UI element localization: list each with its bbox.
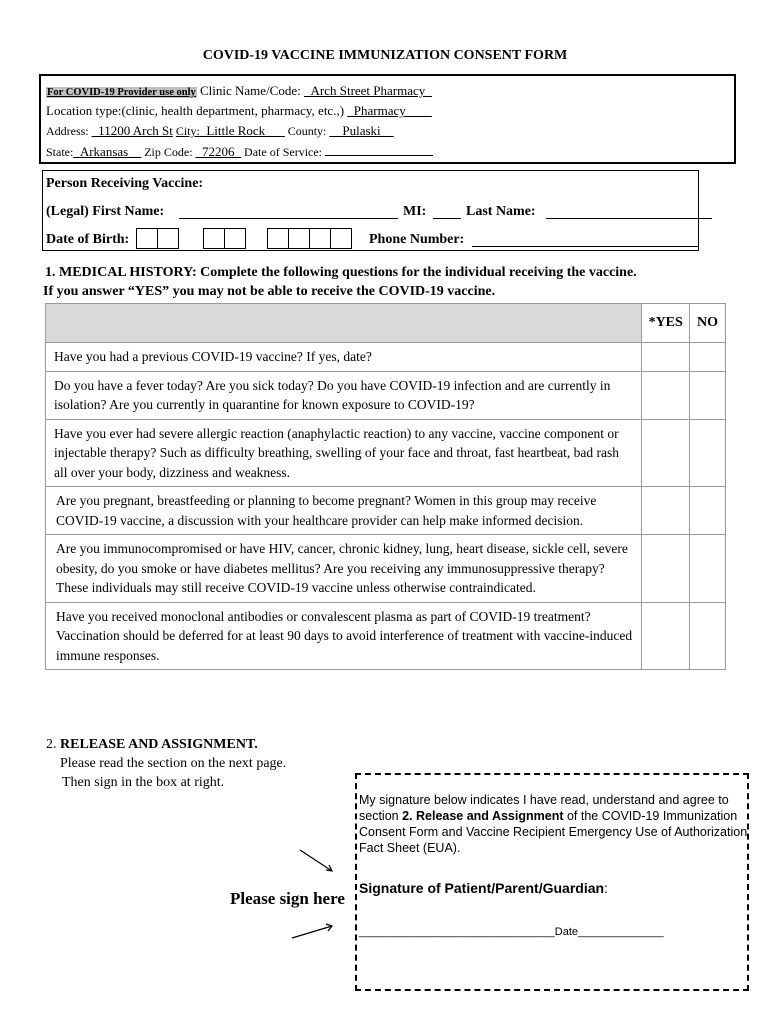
- medical-history-table: [45, 303, 726, 670]
- signature-box: [355, 773, 749, 991]
- no-checkbox[interactable]: [689, 603, 725, 670]
- yes-header: *YES: [641, 304, 689, 342]
- signature-label-text: Signature of Patient/Parent/Guardian: [359, 880, 605, 896]
- address-label: Address:: [46, 124, 89, 138]
- dob-year-digit-2[interactable]: [288, 228, 310, 249]
- dob-year-digit-4[interactable]: [330, 228, 352, 249]
- table-header-row: [46, 304, 725, 342]
- city-label: City:: [175, 124, 200, 138]
- question-text: Have you had a previous COVID-19 vaccine? If yes, date?: [54, 349, 372, 364]
- signature-statement: [359, 792, 749, 856]
- dob-year-digit-3[interactable]: [309, 228, 331, 249]
- mi-label: MI:: [403, 204, 427, 219]
- clinic-value[interactable]: _Arch Street Pharmacy_: [303, 83, 432, 98]
- table-row: [46, 342, 725, 371]
- no-checkbox[interactable]: [689, 535, 725, 602]
- table-row: [46, 486, 725, 534]
- release-heading-text: RELEASE AND ASSIGNMENT.: [60, 737, 258, 752]
- dob-day-digit-1[interactable]: [203, 228, 225, 249]
- date-of-service-field[interactable]: [325, 143, 433, 156]
- yes-checkbox[interactable]: [641, 487, 689, 534]
- mi-field[interactable]: [433, 218, 461, 219]
- statement-text-pre: My signature below indicates I have read, understand and agree to section: [359, 793, 729, 823]
- phone-field[interactable]: [472, 246, 698, 247]
- person-heading: Person Receiving Vaccine:: [46, 176, 204, 191]
- yes-checkbox[interactable]: [641, 343, 689, 371]
- first-name-field[interactable]: [179, 218, 398, 219]
- release-heading-number: 2.: [46, 737, 57, 752]
- no-checkbox[interactable]: [689, 420, 725, 487]
- first-name-label: (Legal) First Name:: [46, 204, 165, 219]
- address-line: [46, 123, 394, 139]
- question-text: Are you immunocompromised or have HIV, cancer, chronic kidney, lung, heart disease, sickle cell, severe obesity, do you smoke or have diabetes mellitus? Are you receiving any immunosuppressive therapy? These individuals may still receive COVID-19 vaccine unless otherwise contraindicated.: [56, 541, 628, 595]
- statement-text-bold: 2. Release and Assignment: [402, 809, 564, 823]
- clinic-label: Clinic Name/Code:: [200, 83, 301, 98]
- yes-checkbox[interactable]: [641, 372, 689, 419]
- yes-checkbox[interactable]: [641, 603, 689, 670]
- signature-label: [359, 880, 608, 896]
- table-row: [46, 419, 725, 487]
- date-of-service-label: Date of Service:: [244, 145, 323, 159]
- dob-month-digit-1[interactable]: [136, 228, 158, 249]
- arrow-up-right-icon: [292, 924, 332, 938]
- question-header-cell: [46, 304, 641, 342]
- question-text: Are you pregnant, breastfeeding or planning to become pregnant? Women in this group may receive COVID-19 vaccine, a discussion with your healthcare provider can help make informed decision.: [56, 493, 597, 528]
- yes-checkbox[interactable]: [641, 535, 689, 602]
- address-value[interactable]: _11200 Arch St: [91, 123, 173, 138]
- signature-date-line: [359, 926, 664, 938]
- provider-use-only-tag: For COVID-19 Provider use only: [47, 87, 196, 98]
- location-label: Location type:(clinic, health department, pharmacy, etc.,): [46, 103, 345, 118]
- dob-month-digit-2[interactable]: [157, 228, 179, 249]
- medical-history-heading-line1: 1. MEDICAL HISTORY: Complete the following questions for the individual receiving the vaccine.: [45, 265, 637, 280]
- table-row: [46, 534, 725, 602]
- question-text: Do you have a fever today? Are you sick today? Do you have COVID-19 infection and are currently in isolation? Are you currently in quarantine for known exposure to COVID-19?: [54, 377, 611, 412]
- form-title: COVID-19 VACCINE IMMUNIZATION CONSENT FORM: [202, 48, 568, 63]
- table-row: [46, 602, 725, 670]
- medical-history-heading: [45, 263, 637, 301]
- please-sign-here-label: Please sign here: [230, 889, 345, 908]
- county-value[interactable]: __Pulaski__: [329, 123, 394, 138]
- release-instruction-1: Please read the section on the next page.: [60, 756, 287, 771]
- clinic-line: [46, 83, 432, 99]
- person-receiving-box: [42, 170, 699, 251]
- location-value[interactable]: _Pharmacy____: [347, 103, 432, 118]
- date-label: Date: [554, 926, 579, 938]
- signature-field[interactable]: ________________________________: [359, 926, 555, 938]
- table-row: [46, 371, 725, 419]
- signature-label-colon: :: [604, 880, 608, 896]
- dob-year-digit-1[interactable]: [267, 228, 289, 249]
- dob-label: [46, 232, 129, 248]
- no-checkbox[interactable]: [689, 343, 725, 371]
- location-line: [46, 103, 432, 119]
- state-value[interactable]: _Arkansas__: [73, 144, 142, 159]
- question-text: Have you received monoclonal antibodies or convalescent plasma as part of COVID-19 treatment? Vaccination should be deferred for at least 90 days to avoid interference of treatment with vaccine-induced immune responses.: [56, 608, 633, 663]
- phone-label: Phone Number:: [369, 232, 465, 247]
- dob-label-text: Date of Birth:: [46, 232, 130, 247]
- city-value[interactable]: _Little Rock___: [199, 123, 285, 138]
- no-checkbox[interactable]: [689, 487, 725, 534]
- yes-checkbox[interactable]: [641, 420, 689, 487]
- last-name-field[interactable]: [546, 218, 712, 219]
- arrow-down-right-icon: [300, 850, 332, 871]
- release-instruction-2: Then sign in the box at right.: [62, 775, 225, 790]
- arrow-icons: [290, 840, 360, 945]
- medical-history-heading-line2: If you answer “YES” you may not be able to receive the COVID-19 vaccine.: [43, 284, 496, 299]
- statement-text-post: of the COVID-19 Immunization Consent Form and Vaccine Recipient Emergency Use of Authorization Fact Sheet (EUA).: [359, 809, 748, 855]
- zip-label: Zip Code:: [144, 145, 193, 159]
- question-text: Have you ever had severe allergic reaction (anaphylactic reaction) to any vaccine, vaccine component or injectable therapy? Such as difficulty breathing, swelling of your face and throat, fast heartbeat, bad rash all over your body, dizziness and weakness.: [54, 425, 620, 480]
- date-field[interactable]: ______________: [578, 926, 664, 938]
- state-label: State:: [46, 145, 74, 159]
- release-section: [46, 735, 286, 792]
- county-label: County:: [287, 124, 327, 138]
- last-name-label: Last Name:: [466, 204, 536, 219]
- no-header: NO: [689, 304, 725, 342]
- state-line: [46, 143, 433, 160]
- provider-info-box: [39, 74, 736, 164]
- no-checkbox[interactable]: [689, 372, 725, 419]
- release-heading: [46, 735, 286, 754]
- zip-value[interactable]: _72206_: [195, 144, 242, 159]
- dob-day-digit-2[interactable]: [224, 228, 246, 249]
